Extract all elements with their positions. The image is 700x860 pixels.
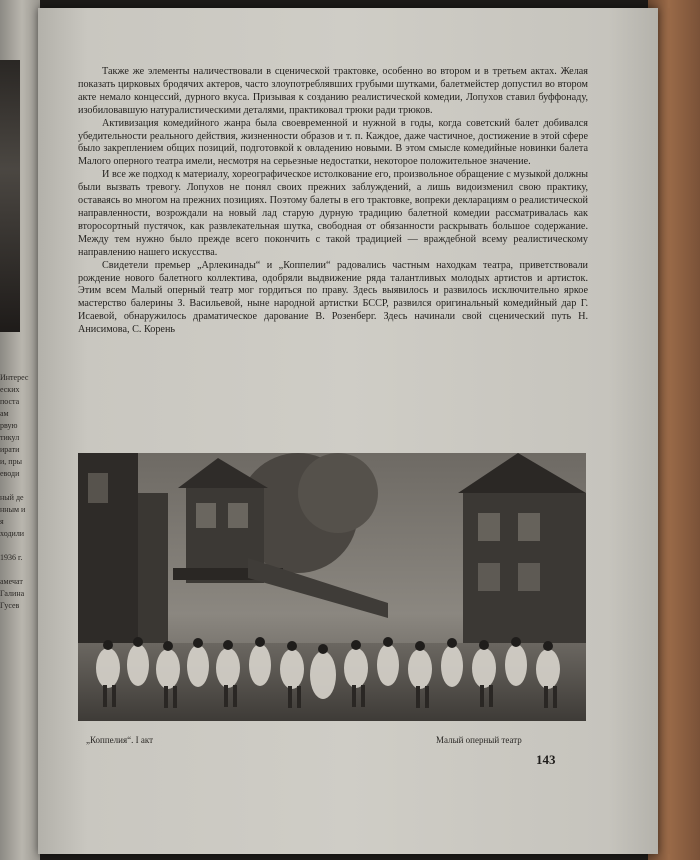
left-page-text-fragment: Интерес <box>0 373 29 382</box>
left-page-text-fragment: нным и <box>0 505 26 514</box>
left-page-text-fragment: я <box>0 517 4 526</box>
left-page-text-fragment: амечат <box>0 577 23 586</box>
stage-scene-illustration <box>78 453 586 721</box>
left-page-photo <box>0 60 20 332</box>
left-page-text-fragment: 1936 г. <box>0 553 23 562</box>
left-page-text-fragment: ходили <box>0 529 25 538</box>
left-page-text-fragment: поста <box>0 397 20 406</box>
left-page-text-fragment: Галина <box>0 589 25 598</box>
figure-credit: Малый оперный театр <box>436 735 522 745</box>
left-page-text-fragment: ный де <box>0 493 24 502</box>
left-page-text-fragment: ам <box>0 409 9 418</box>
left-page-text-fragment: тикул <box>0 433 20 442</box>
left-page <box>0 0 40 860</box>
page-number: 143 <box>536 752 556 767</box>
left-page-text-fragment: ирати <box>0 445 20 454</box>
left-page-text-fragment: еских <box>0 385 20 394</box>
book-page <box>38 8 658 854</box>
left-page-text-fragment: Гусев <box>0 601 20 610</box>
paragraph: И все же подход к материалу, хореографическое истолкование его, произвольное обращение с музыкой должны были вызвать тревогу. Лопухов не понял своих прежних заблуждений, а лишь видоизменил свою практику, оставаясь во многом на прежних позициях. Поэтому балеты в его трактовке, вопреки декларациям о реалистической направленности, возрождали на новый лад старую дурную традицию балетной комедии рассматривалась как второсортный пустячок, как развлекательная шутка, свободная от обязанности раскрывать большое содержание. Между тем нужно было прежде всего покончить с такой традицией — враждебной всему реалистическому направлению нашего искусства. <box>78 169 588 258</box>
left-page-text-fragment: еводи <box>0 469 20 478</box>
figure-caption: „Коппелия“. I акт <box>86 735 154 745</box>
left-page-text-fragment: рвую <box>0 421 18 430</box>
ballet-stage-photo <box>78 453 586 721</box>
left-page-text-fragment: и, пры <box>0 457 22 466</box>
paragraph: Активизация комедийного жанра была своевременной и нужной в годы, когда советский балет добивался убедительности реального действия, жизненности образов и т. п. Каждое, даже частичное, достижение в этой сфере было закреплением общих позиций, подготовкой к овладению новыми. В этом смысле комедийные новинки балета Малого оперного театра имели, несмотря на серьезные недостатки, некоторое положительное значение. <box>78 117 588 168</box>
article-text <box>78 66 588 337</box>
paragraph: Свидетели премьер „Арлекинады“ и „Коппелии“ радовались частным находкам театра, приветствовали рождение нового балетного коллектива, одобряли выдвижение ряда талантливых молодых артистов и артисток. Этим всем Малый оперный театр мог гордиться по праву. Здесь выявилось и развилось исключительно яркое мастерство балерины З. Васильевой, ныне народной артистки БССР, развился оригинальный комедийный дар Г. Исаевой, обнаружилось драматическое дарование В. Розенберг. Здесь начинали свой сценический путь Н. Анисимова, С. Корень <box>78 259 588 336</box>
paragraph: Также же элементы наличествовали в сценической трактовке, особенно во втором и в третьем актах. Желая показать цирковых бродячих актеров, часто злоупотреблявших грубыми шутками, балетмейстер допустил во втором акте немало концессий, дурного вкуса. Призывая к созданию реалистической комедии, Лопухов ставил буффонаду, изобиловавшую натуралистическими деталями, практиковал трюки ради трюков. <box>78 66 588 116</box>
